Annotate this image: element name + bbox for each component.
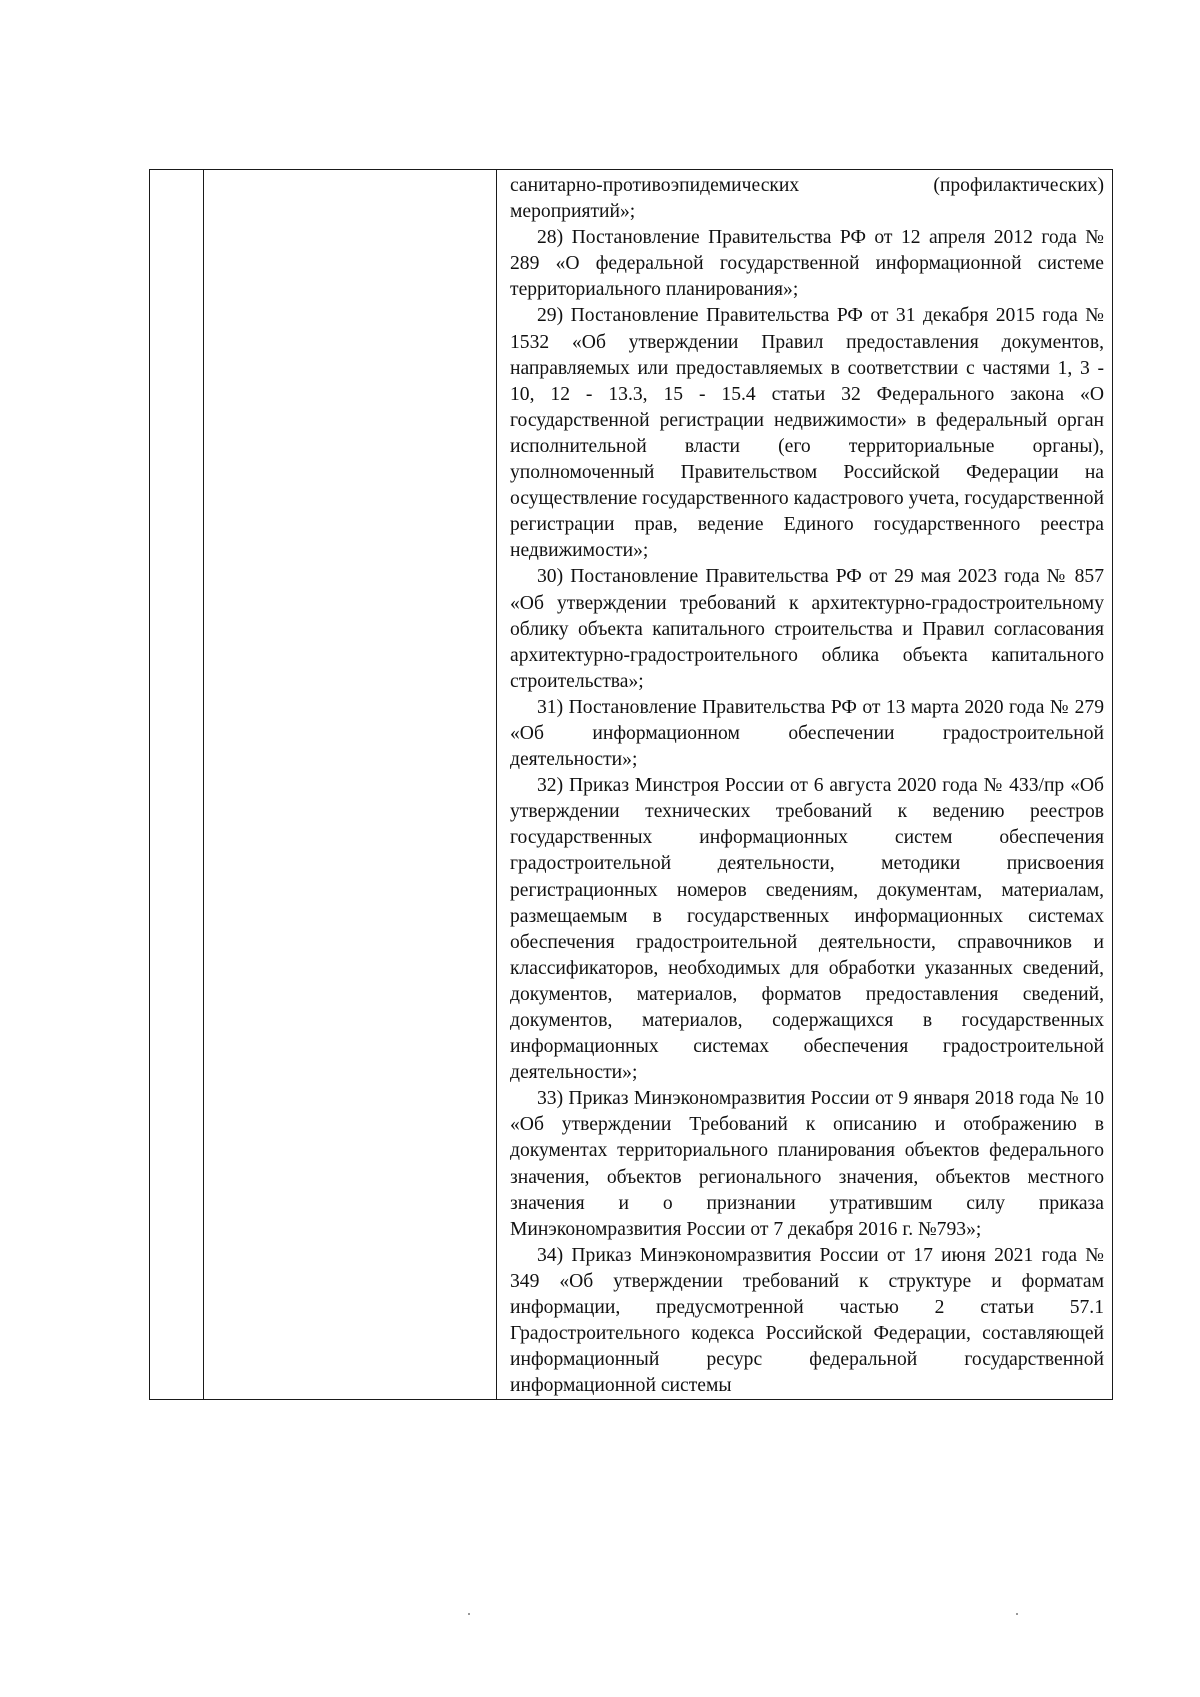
paragraph-item-33: 33) Приказ Минэкономразвития России от 9 января 2018 года № 10 «Об утверждении Требований к описанию и отображению в документах территориального планирования объектов федерального значения, объектов регионального значения, объектов местного значения и о признании утратившим силу приказа Минэкономразвития России от 7 декабря 2016 г. №793»; xyxy=(510,1088,1104,1240)
paragraph-item-31: 31) Постановление Правительства РФ от 13 марта 2020 года № 279 «Об информационном обеспечении градостроительной деятельности»; xyxy=(510,696,1104,771)
number-cell xyxy=(150,170,204,1400)
scan-speck xyxy=(1016,1613,1018,1615)
paragraph-item-30: 30) Постановление Правительства РФ от 29 мая 2023 года № 857 «Об утверждении требований к архитектурно-градостроительному облику объекта капитального строительства и Правил согласования архитектурно-градостроительного облика объекта капитального строительства»; xyxy=(510,566,1104,692)
paragraph-item-29: 29) Постановление Правительства РФ от 31 декабря 2015 года № 1532 «Об утверждении Правил предоставления документов, направляемых или предоставляемых в соответствии с частями 1, 3 - 10, 12 - 13.3, 15 - 15.4 статьи 32 Федерального закона «О государственной регистрации недвижимости» в федеральный орган исполнительной власти (его территориальные органы), уполномоченный Правительством Российской Федерации на осуществление государственного кадастрового учета, государственной регистрации прав, ведение Единого государственного реестра недвижимости»; xyxy=(510,305,1104,562)
name-cell xyxy=(204,170,497,1400)
paragraph-item-34: 34) Приказ Минэкономразвития России от 17 июня 2021 года № 349 «Об утверждении требований к структуре и форматам информации, предусмотренной частью 2 статьи 57.1 Градостроительного кодекса Российской Федерации, составляющей информационный ресурс федеральной государственной информационной системы xyxy=(510,1244,1104,1397)
table-row xyxy=(150,170,1113,1400)
content-cell xyxy=(497,170,1113,1400)
paragraph-item-32: 32) Приказ Минстроя России от 6 августа 2020 года № 433/пр «Об утверждении технических требований к ведению реестров государственных информационных систем обеспечения градостроительной деятельности, методики присвоения регистрационных номеров сведениям, документам, материалам, размещаемым в государственных информационных системах обеспечения градостроительной деятельности, справочников и классификаторов, необходимых для обработки указанных сведений, документов, материалов, форматов предоставления сведений, документов, материалов, содержащихся в государственных информационных системах обеспечения градостроительной деятельности»; xyxy=(510,775,1104,1084)
paragraph-item-28: 28) Постановление Правительства РФ от 12 апреля 2012 года № 289 «О федеральной государственной информационной системе территориального планирования»; xyxy=(510,227,1104,301)
scan-speck xyxy=(468,1613,470,1615)
paragraph-continuation: санитарно-противоэпидемических (профилактических) мероприятий»; xyxy=(510,175,1104,223)
document-table xyxy=(149,169,1113,1400)
